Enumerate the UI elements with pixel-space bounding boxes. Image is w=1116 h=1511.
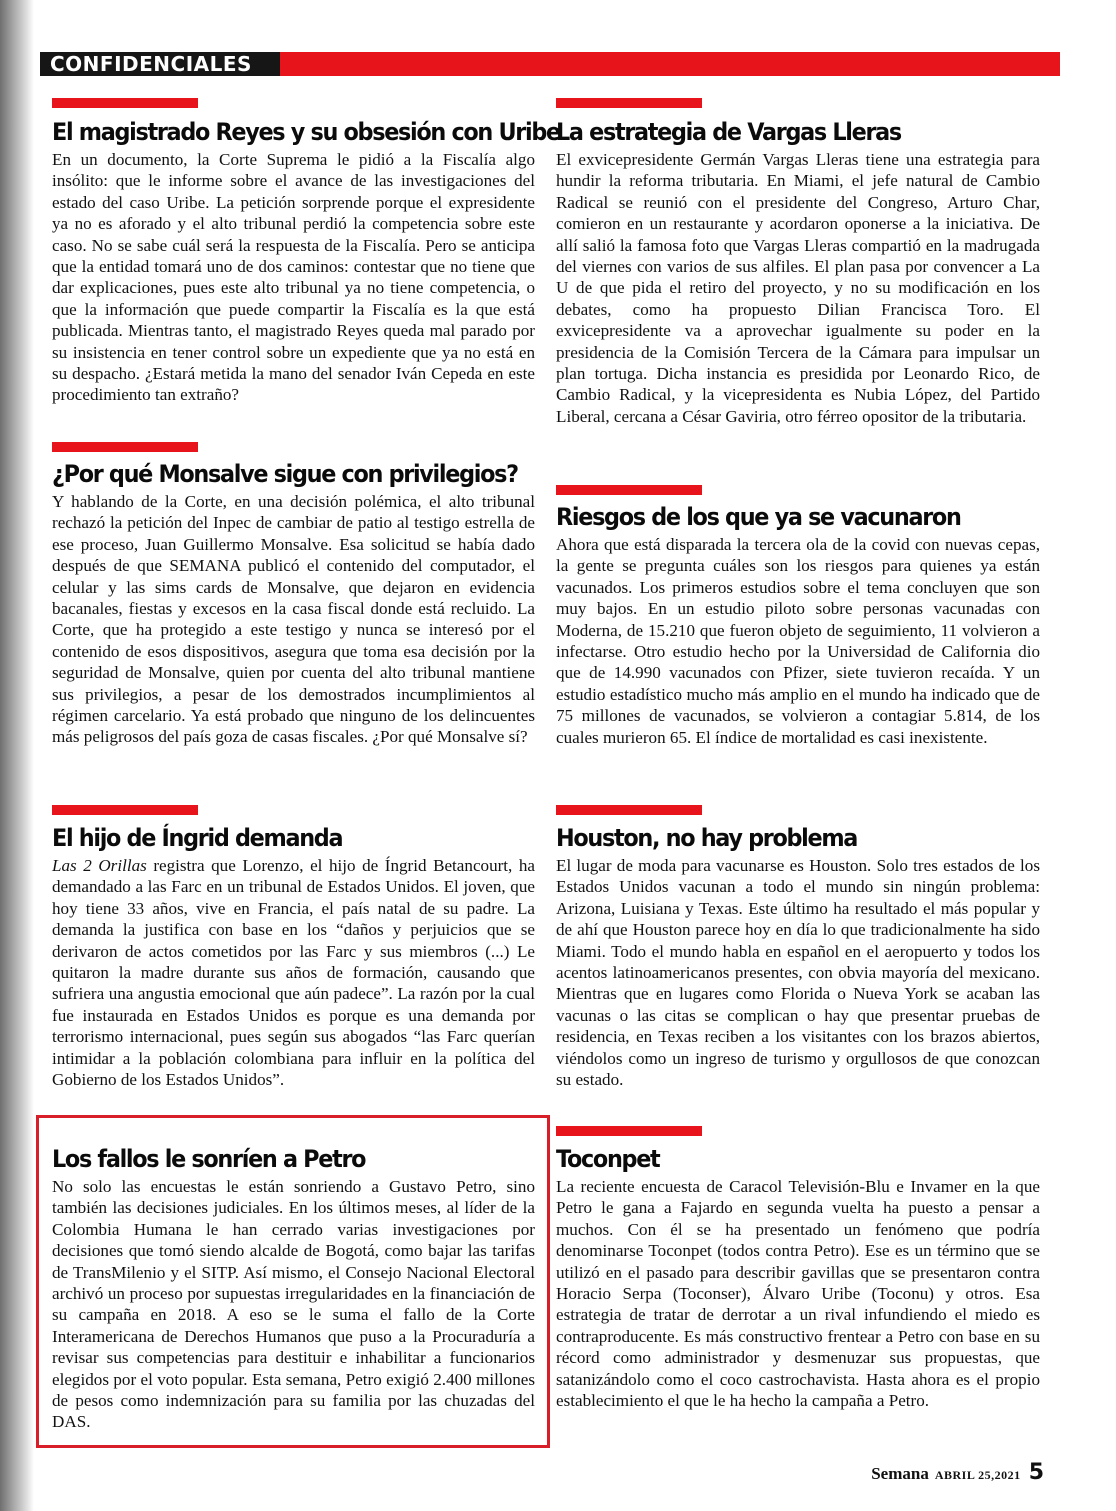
- article-body: No solo las encuestas le están sonriendo a Gustavo Petro, sino también las decisiones judiciales. En los últimos meses, al líder de la Colombia Humana le han cerrado varias investigaciones por decisiones que tomó siendo alcalde de Bogotá, como bajar las tarifas de TransMilenio y el SITP. Así mismo, el Consejo Nacional Electoral archivó un proceso por supuestas irregularidades en la financiación de su campaña en 2018. A eso se le suma el fallo de la Corte Interamericana de Derechos Humanos que puso a la Procuraduría a revisar sus competencias para destituir e inhabilitar a funcionarios elegidos por el voto popular. Esta semana, Petro exigió 2.400 millones de pesos como indemnización para su familia por las chuzadas del DAS.: [52, 1177, 535, 1432]
- article-accent-bar: [52, 442, 198, 452]
- article-accent-bar: [556, 98, 702, 108]
- article-headline: ¿Por qué Monsalve sigue con privilegios?: [52, 460, 518, 488]
- publication-name: Las 2 Orillas: [52, 856, 147, 875]
- article-accent-bar: [556, 485, 702, 495]
- article-headline: El hijo de Íngrid demanda: [52, 824, 343, 852]
- article-body: Ahora que está disparada la tercera ola de la covid con nuevas cepas, la gente se pregunta cuáles son los riesgos para quienes ya están vacunados. Los primeros estudios sobre el tema concluyen que son muy bajos. En un estudio piloto sobre personas vacunadas con Moderna, de 15.210 que fueron objeto de seguimiento, 11 volvieron a infectarse. Otro estudio hecho por la Universidad de California dio que de 14.990 vacunados con Pfizer, siete tuvieron recaída. Y un estudio estadístico mucho más amplio en el mundo ha indicado que de 75 millones de vacunados, se volvieron a contagiar 5.814, de los cuales murieron 65. El índice de mortalidad es casi inexistente.: [556, 535, 1040, 747]
- article-headline: Riesgos de los que ya se vacunaron: [556, 503, 961, 531]
- article-accent-bar: [556, 1126, 702, 1136]
- article-headline: Toconpet: [556, 1145, 660, 1173]
- article-headline: Houston, no hay problema: [556, 824, 858, 852]
- article-accent-bar: [52, 805, 198, 815]
- article-accent-bar: [556, 805, 702, 815]
- article-accent-bar: [52, 98, 198, 108]
- article-headline: La estrategia de Vargas Lleras: [556, 118, 901, 146]
- article-body: Y hablando de la Corte, en una decisión polémica, el alto tribunal rechazó la petición del Inpec de cambiar de patio al testigo estrella de ese proceso, Juan Guillermo Monsalve. Esa solicitud se había dado después de que SEMANA publicó el contenido del computador, el celular y las sims cards de Monsalve, que dejaron en evidencia bacanales, fiestas y excesos en la casa fiscal donde está recluido. La Corte, que ha protegido a este testigo y nunca se interesó por el contenido de esos dispositivos, asegura que toma esa decisión por la seguridad de Monsalve, quien por cuenta del alto tribunal mantiene sus privilegios, a pesar de los demostrados incumplimientos al régimen carcelario. Ya está probado que ninguno de los delincuentes más peligrosos del país goza de casas fiscales. ¿Por qué Monsalve sí?: [52, 492, 535, 747]
- section-title: CONFIDENCIALES: [50, 52, 252, 76]
- page-fold-shadow: [0, 0, 34, 1511]
- page-number: 5: [1028, 1460, 1044, 1485]
- issue-date: ABRIL 25,2021: [934, 1468, 1021, 1482]
- article-body: La reciente encuesta de Caracol Televisión-Blu e Invamer en la que Petro le gana a Fajardo en segunda vuelta ha puesto a pensar a muchos. Con él se ha presentado un fenómeno que podría denominarse Toconpet (todos contra Petro). Ese es un término que se utilizó en el pasado para describir gavillas que se presentaron contra Horacio Serpa (Toconser), Álvaro Uribe (Toconu) y otros. Esa estrategia de tratar de derrotar a un rival infundiendo el miedo es contraproducente. Es más constructivo frentear a Petro con base en su récord como administrador y desmenuzar sus propuestas, que satanizándolo como el coco castrochavista. Hasta ahora es el propio establecimiento el que le ha hecho la campaña a Petro.: [556, 1177, 1040, 1411]
- article-body-text: registra que Lorenzo, el hijo de Íngrid Betancourt, ha demandado a las Farc en un tribunal de Estados Unidos. El joven, que hoy tiene 33 años, vive en Francia, el país natal de su padre. La demanda la justifica con base en los “daños y perjuicios que se derivaron de actos cometidos por las Farc y sus miembros (...) Le quitaron la madre durante sus años de formación, causando que sufriera una angustia emocional que aún padece”. La razón por la cual fue instaurada en Estados Unidos es porque es una demanda por terrorismo internacional, pues según sus abogados “las Farc querían intimidar a la población colombiana para influir en la política del Gobierno de los Estados Unidos”.: [52, 856, 536, 1090]
- article-headline: Los fallos le sonríen a Petro: [52, 1145, 366, 1173]
- article-body: En un documento, la Corte Suprema le pidió a la Fiscalía algo insólito: que le informe sobre el avance de las investigaciones del estado del caso Uribe. La petición sorprende porque el expresidente ya no es aforado y el alto tribunal perdió la competencia sobre este caso. No se sabe cuál será la respuesta de la Fiscalía. Pero se anticipa que la entidad tomará uno de dos caminos: contestar que no tiene que dar explicaciones, pues este alto tribunal ya no tiene competencia, o que la información que puede compartir la Fiscalía es la que está publicada. Mientras tanto, el magistrado Reyes queda mal parado por su insistencia en tener control sobre un expediente que ya no está en su despacho. ¿Estará metida la mano del senador Iván Cepeda en este procedimiento tan extraño?: [52, 150, 535, 405]
- article-headline: El magistrado Reyes y su obsesión con Uribe: [52, 118, 560, 146]
- article-body: El exvicepresidente Germán Vargas Lleras tiene una estrategia para hundir la reforma tributaria. En Miami, el jefe natural de Cambio Radical se reunió con el presidente del Congreso, Arturo Char, comieron en un restaurante y acordaron oponerse a la iniciativa. De allí salió la famosa foto que Vargas Lleras compartió en la madrugada del viernes con varios de sus alfiles. El plan pasa por convencer a La U de que pida el retiro del proyecto, y no su modificación en los debates, como ha propuesto Dilian Francisca Toro. El exvicepresidente va a aprovechar igualmente su poder en la presidencia de la Comisión Tercera de la Cámara para impulsar un plan tortuga. Dicha instancia es presidida por Leonardo Rico, de Cambio Radical, y la vicepresidenta es Nubia López, del Partido Liberal, cercana a César Gaviria, otro férreo opositor de la tributaria.: [556, 150, 1040, 426]
- magazine-name: Semana: [871, 1464, 929, 1483]
- page-footer: [871, 1460, 1044, 1485]
- article-body: El lugar de moda para vacunarse es Houston. Solo tres estados de los Estados Unidos vacunan a todo el mundo sin ningún problema: Arizona, Luisiana y Texas. Este último ha resultado el más popular y de ahí que Houston parece hoy en día lo que tradicionalmente ha sido Miami. Todo el mundo habla en español en el aeropuerto y todos los acentos latinoamericanos presentes, con obvia mayoría del mexicano. Mientras que en lugares como Florida o Nueva York se acaban las vacunas o las citas se complican o hay que presentar pruebas de residencia, en Texas reciben a los visitantes con los brazos abiertos, viéndolos como un ingreso de turismo y orgullosos de que conozcan su estado.: [556, 856, 1040, 1090]
- article-body: [52, 855, 535, 1090]
